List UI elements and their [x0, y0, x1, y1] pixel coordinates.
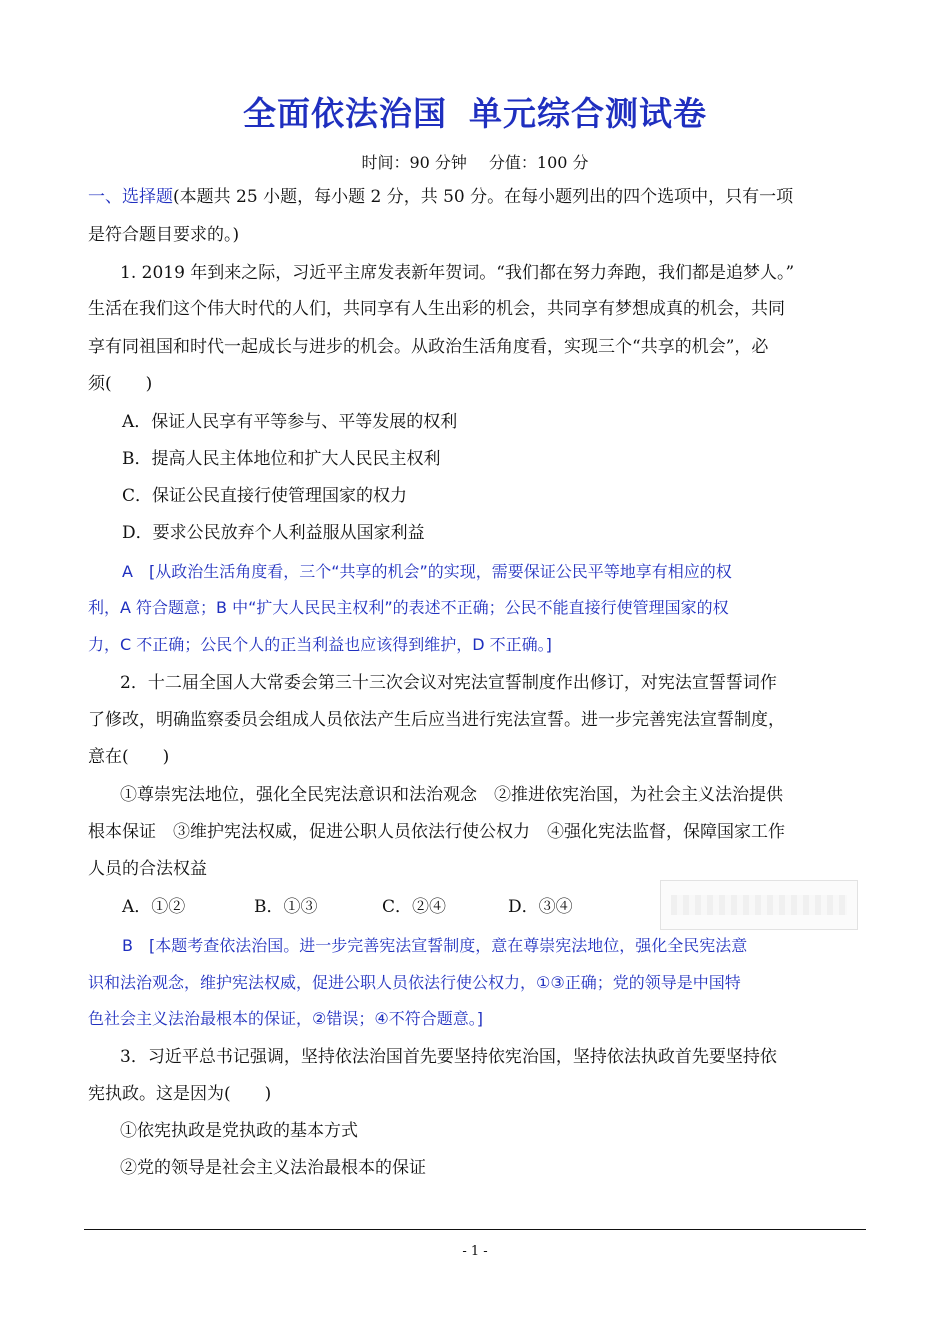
q2-statement-line-1: ①尊崇宪法地位，强化全民宪法意识和法治观念 ②推进依宪治国，为社会主义法治提供: [120, 785, 783, 805]
q3-statement-2: ②党的领导是社会主义法治最根本的保证: [120, 1158, 426, 1178]
section-heading: 一、选择题: [88, 187, 173, 207]
q1-answer-line-3: 力，C 不正确；公民个人的正当利益也应该得到维护，D 不正确。]: [88, 635, 552, 654]
q1-answer-line-2: 利，A 符合题意；B 中“扩大人民民主权利”的表述不正确；公民不能直接行使管理国家的权: [88, 598, 729, 617]
q1-stem-line-4: 须( ): [88, 374, 153, 394]
exam-score: 分值：100 分: [488, 153, 589, 172]
q2-stem-line-2: 了修改，明确监察委员会组成人员依法产生后应当进行宪法宣誓。进一步完善宪法宣誓制度，: [88, 710, 785, 730]
q2-answer-line-2: 识和法治观念，维护宪法权威，促进公职人员依法行使公权力，①③正确；党的领导是中国特: [88, 973, 741, 992]
q1-stem-line-1: 1. 2019 年到来之际，习近平主席发表新年贺词。“我们都在努力奔跑，我们都是追梦人。”: [120, 263, 795, 283]
q1-stem-line-2: 生活在我们这个伟大时代的人们，共同享有人生出彩的机会，共同享有梦想成真的机会，共同: [88, 299, 785, 319]
q2-stem-line-3: 意在( ): [88, 747, 170, 767]
q2-option-b: B．①③: [254, 897, 318, 917]
exam-meta: [0, 150, 950, 173]
q2-option-a: A．①②: [122, 897, 186, 917]
section-intro-line-2: 是符合题目要求的。): [88, 225, 240, 245]
q2-statement-line-3: 人员的合法权益: [88, 859, 207, 879]
q2-answer-line-1: B [本题考查依法治国。进一步完善宪法宣誓制度，意在尊崇宪法地位，强化全民宪法意: [122, 936, 748, 955]
q1-option-b: B．提高人民主体地位和扩大人民民主权利: [122, 449, 441, 469]
q3-statement-1: ①依宪执政是党执政的基本方式: [120, 1121, 358, 1141]
title-part-1: 全面依法治国: [243, 94, 447, 133]
watermark-stamp: [660, 880, 858, 930]
exam-time: 时间：90 分钟: [361, 153, 467, 172]
section-description: (本题共 25 小题，每小题 2 分，共 50 分。在每小题列出的四个选项中，只有一项: [173, 187, 794, 207]
document-title: [0, 88, 950, 135]
q1-option-a: A．保证人民享有平等参与、平等发展的权利: [122, 412, 458, 432]
q2-option-c: C．②④: [382, 897, 447, 917]
q1-option-d: D．要求公民放弃个人利益服从国家利益: [122, 523, 425, 543]
q1-stem-line-3: 享有同祖国和时代一起成长与进步的机会。从政治生活角度看，实现三个“共享的机会”，必: [88, 337, 769, 357]
section-intro-line-1: [88, 186, 793, 208]
q3-stem-line-1: 3．习近平总书记强调，坚持依法治国首先要坚持依宪治国，坚持依法执政首先要坚持依: [120, 1047, 777, 1067]
page-number: - 1 -: [462, 1244, 488, 1259]
q2-option-d: D．③④: [508, 897, 573, 917]
q1-answer-line-1: A [从政治生活角度看，三个“共享的机会”的实现，需要保证公民平等地享有相应的权: [122, 562, 732, 581]
q2-stem-line-1: 2．十二届全国人大常委会第三十三次会议对宪法宣誓制度作出修订，对宪法宣誓誓词作: [120, 673, 777, 693]
q2-statement-line-2: 根本保证 ③维护宪法权威，促进公职人员依法行使公权力 ④强化宪法监督，保障国家工作: [88, 822, 785, 842]
q1-option-c: C．保证公民直接行使管理国家的权力: [122, 486, 408, 506]
q3-stem-line-2: 宪执政。这是因为( ): [88, 1084, 272, 1104]
footer-divider: [84, 1229, 866, 1230]
title-part-2: 单元综合测试卷: [469, 94, 707, 133]
q2-answer-line-3: 色社会主义法治最根本的保证，②错误；④不符合题意。]: [88, 1009, 483, 1028]
